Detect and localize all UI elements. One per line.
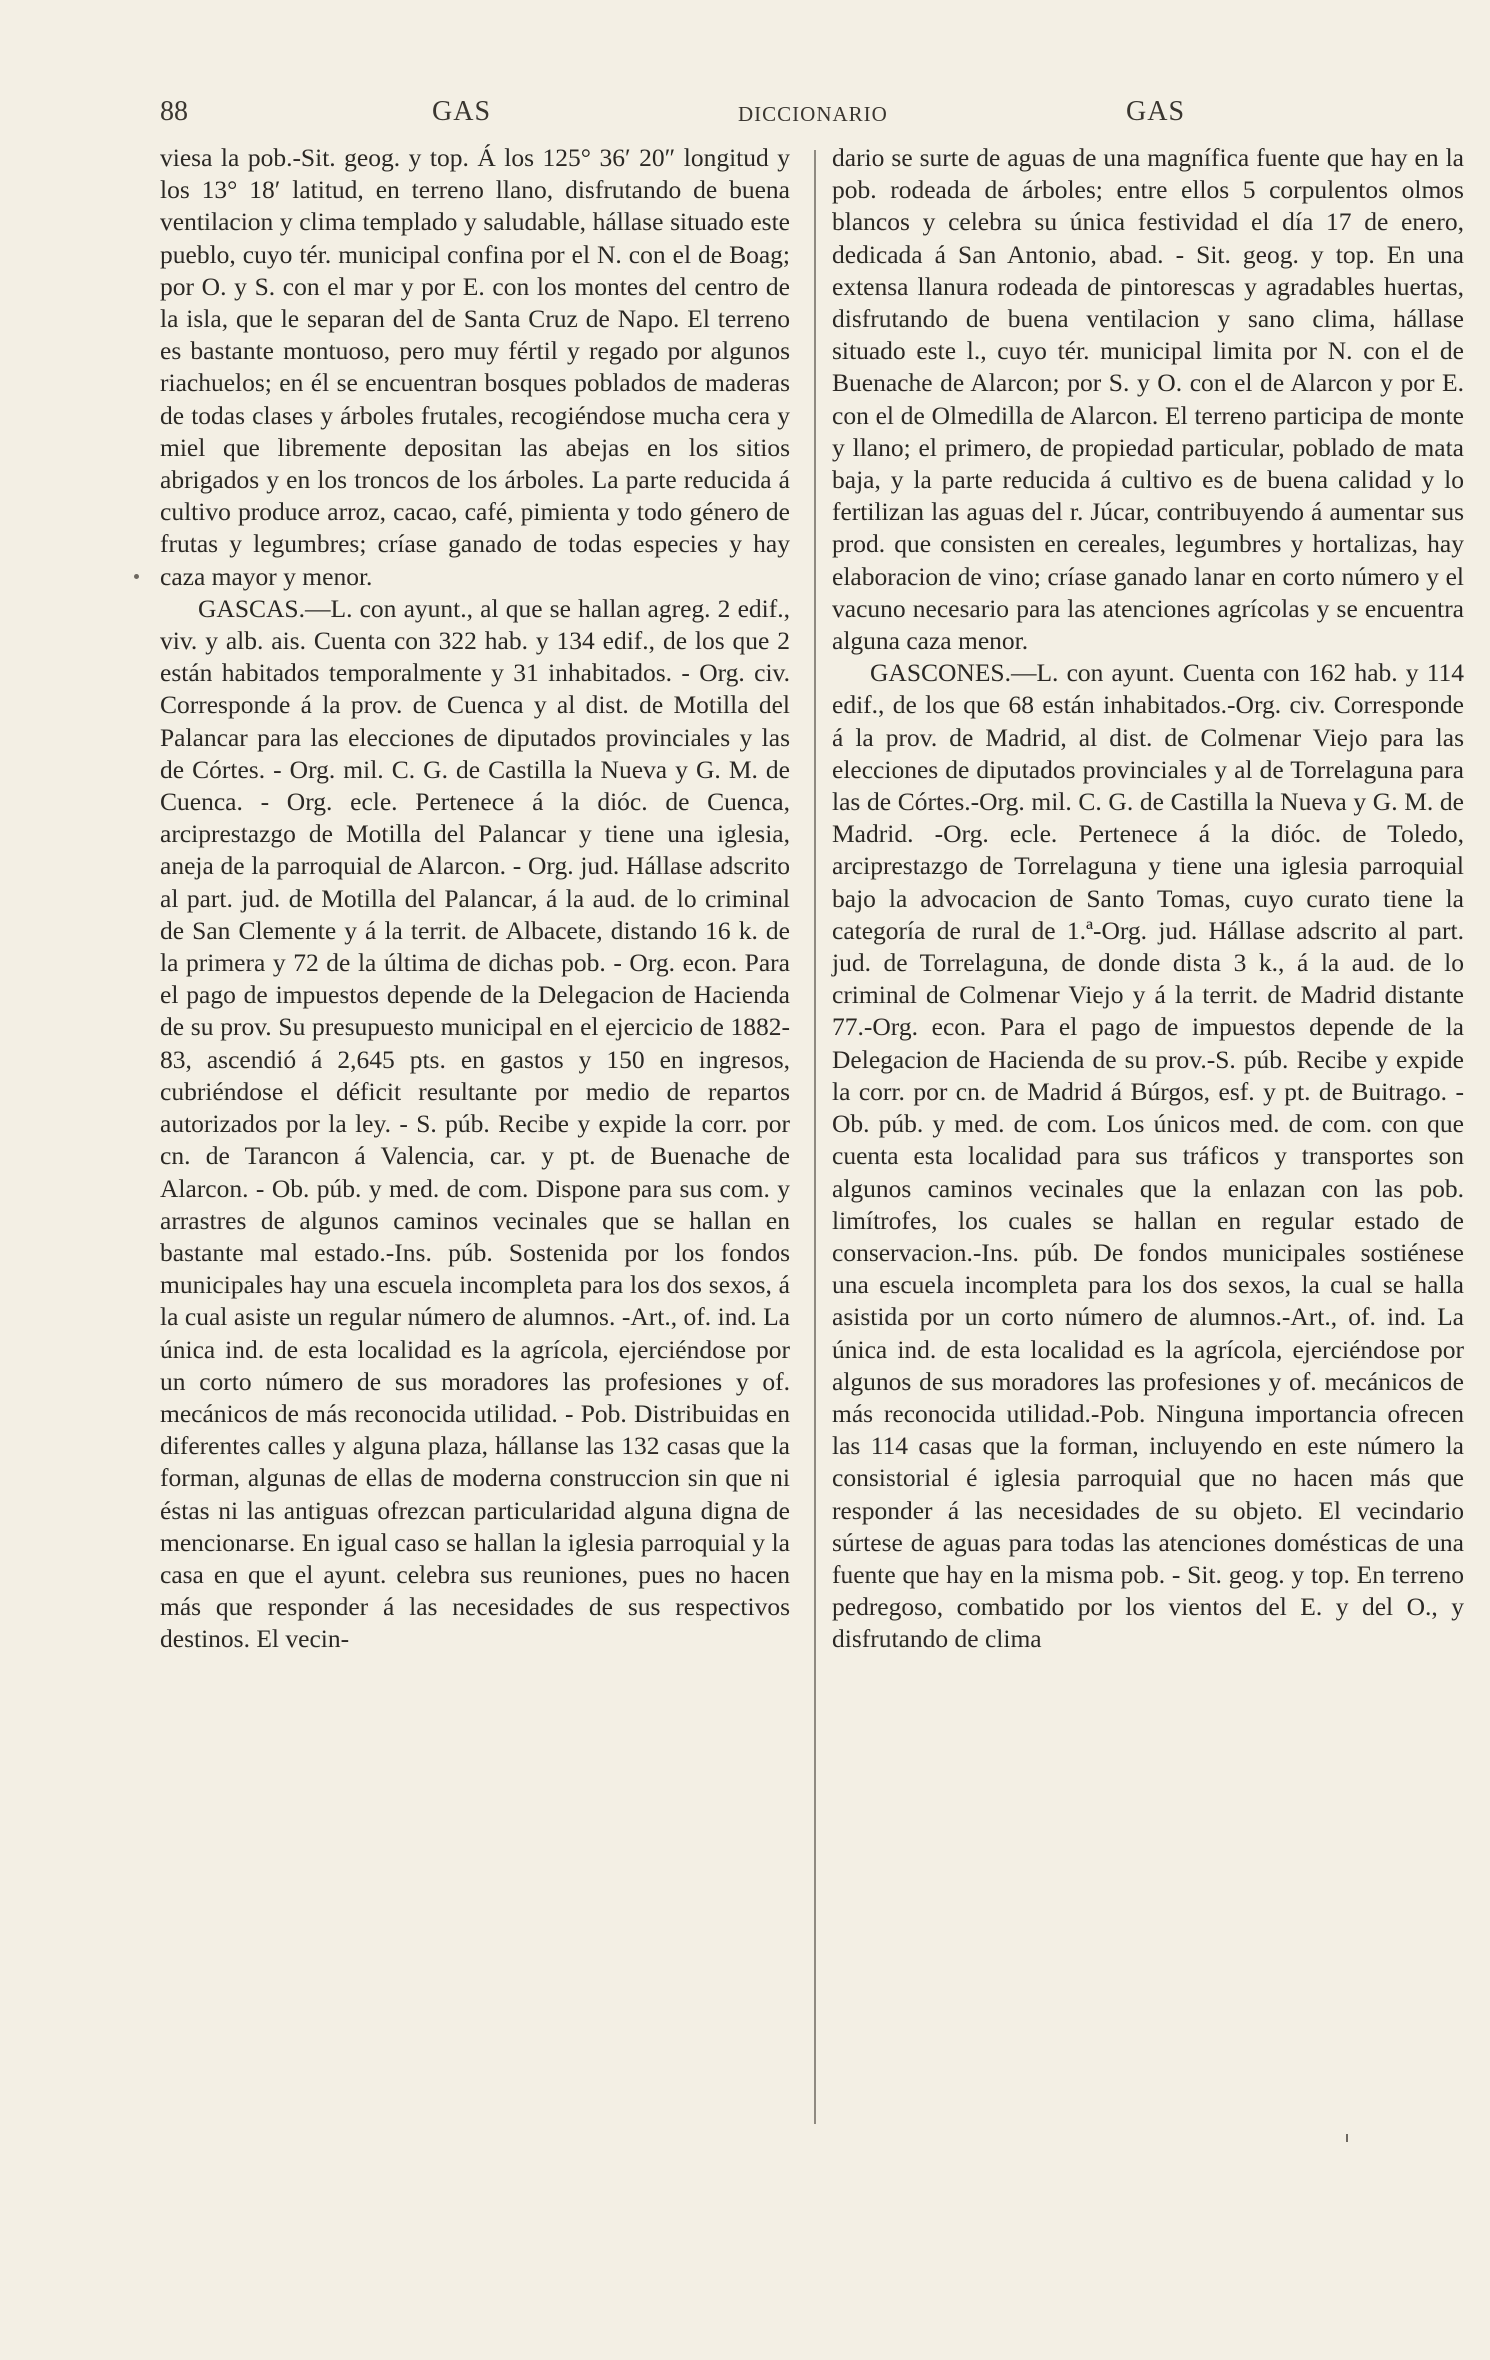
left-column xyxy=(160,142,790,1656)
page-number: 88 xyxy=(160,96,188,127)
headword-left: GAS xyxy=(432,96,492,127)
dictionary-title: DICCIONARIO xyxy=(738,102,888,126)
entry-gascas: GASCAS.—L. con ayunt., al que se hallan agreg. 2 edif., viv. y alb. ais. Cuenta con 322 hab. y 134 edif., de los que 2 están habitados temporalmente y 31 inhabitados. - Org. civ. Corresponde á la prov. de Cuenca y al dist. de Motilla del Palancar para las elecciones de diputados provinciales y las de Córtes. - Org. mil. C. G. de Castilla la Nueva y G. M. de Cuenca. - Org. ecle. Pertenece á la dióc. de Cuenca, arciprestazgo de Motilla del Palancar y tiene una iglesia, aneja de la parroquial de Alarcon. - Org. jud. Hállase adscrito al part. jud. de Motilla del Palancar, á la aud. de lo criminal de San Clemente y á la territ. de Albacete, distando 16 k. de la primera y 72 de la última de dichas pob. - Org. econ. Para el pago de impuestos depende de la Delegacion de Hacienda de su prov. Su presupuesto municipal en el ejercicio de 1882-83, ascendió á 2,645 pts. en gastos y 150 en ingresos, cubriéndose el déficit resultante por medio de repartos autorizados por la ley. - S. púb. Recibe y expide la corr. por cn. de Tarancon á Valencia, car. y pt. de Buenache de Alarcon. - Ob. púb. y med. de com. Dispone para sus com. y arrastres de algunos caminos vecinales que se hallan en bastante mal estado.-Ins. púb. Sostenida por los fondos municipales hay una escuela incompleta para los dos sexos, á la cual asiste un regular número de alumnos. -Art., of. ind. La única ind. de esta localidad es la agrícola, ejerciéndose por un corto número de sus moradores las profesiones y of. mecánicos de más reconocida utilidad. - Pob. Distribuidas en diferentes calles y alguna plaza, hállanse las 132 casas que la forman, algunas de ellas de moderna construccion sin que ni éstas ni las antiguas ofrezcan particularidad alguna digna de mencionarse. En igual caso se hallan la iglesia parroquial y la casa en que el ayunt. celebra sus reuniones, pues no hacen más que responder á las necesidades de sus respectivos destinos. El vecin- xyxy=(160,593,790,1654)
margin-speck xyxy=(134,574,139,579)
margin-mark xyxy=(1346,2134,1348,2142)
paragraph-continued-right: dario se surte de aguas de una magnífica fuente que hay en la pob. rodeada de árboles; entre ellos 5 corpulentos olmos blancos y celebra su única festividad el día 17 de enero, dedicada á San Antonio, abad. - Sit. geog. y top. En una extensa llanura rodeada de pintorescas y agradables huertas, disfrutando de buena ventilacion y sano clima, hállase situado este l., cuyo tér. municipal limita por N. con el de Buenache de Alarcon; por S. y O. con el de Alarcon y por E. con el de Olmedilla de Alarcon. El terreno participa de monte y llano; el primero, de propiedad particular, poblado de mata baja, y la parte reducida á cultivo es de buena calidad y lo fertilizan las aguas del r. Júcar, contribuyendo á aumentar sus prod. que consisten en cereales, legumbres y hortalizas, hay elaboracion de vino; críase ganado lanar en corto número y el vacuno necesario para las atenciones agrícolas y se encuentra alguna caza menor. xyxy=(832,143,1464,656)
right-column xyxy=(832,142,1464,1656)
running-head xyxy=(160,96,1204,136)
column-divider xyxy=(814,150,816,2124)
headword-right: GAS xyxy=(1126,96,1186,127)
paragraph-continued: viesa la pob.-Sit. geog. y top. Á los 125° 36′ 20″ longitud y los 13° 18′ latitud, en terreno llano, disfrutando de buena ventilacion y clima templado y saludable, hállase situado este pueblo, cuyo tér. municipal confina por el N. con el de Boag; por O. y S. con el mar y por E. con los montes del centro de la isla, que le separan del de Santa Cruz de Napo. El terreno es bastante montuoso, pero muy fértil y regado por algunos riachuelos; en él se encuentran bosques poblados de maderas de todas clases y árboles frutales, recogiéndose mucha cera y miel que libremente depositan las abejas en los sitios abrigados y en los troncos de los árboles. La parte reducida á cultivo produce arroz, cacao, café, pimienta y todo género de frutas y legumbres; críase ganado de todas especies y hay caza mayor y menor. xyxy=(160,143,790,591)
entry-gascones: GASCONES.—L. con ayunt. Cuenta con 162 hab. y 114 edif., de los que 68 están inhabitados.-Org. civ. Corresponde á la prov. de Madrid, al dist. de Colmenar Viejo para las elecciones de diputados provinciales y al de Torrelaguna para las de Córtes.-Org. mil. C. G. de Castilla la Nueva y G. M. de Madrid. -Org. ecle. Pertenece á la dióc. de Toledo, arciprestazgo de Torrelaguna y tiene una iglesia parroquial bajo la advocacion de Santo Tomas, cuyo curato tiene la categoría de rural de 1.ª-Org. jud. Hállase adscrito al part. jud. de Torrelaguna, de donde dista 3 k., á la aud. de lo criminal de Colmenar Viejo y á la territ. de Madrid distante 77.-Org. econ. Para el pago de impuestos depende de la Delegacion de Hacienda de su prov.-S. púb. Recibe y expide la corr. por cn. de Madrid á Búrgos, esf. y pt. de Buitrago. - Ob. púb. y med. de com. Los únicos med. de com. con que cuenta esta localidad para sus tráficos y transportes son algunos caminos vecinales que la enlazan con las pob. limítrofes, los cuales se hallan en regular estado de conservacion.-Ins. púb. De fondos municipales sostiénese una escuela incompleta para los dos sexos, la cual se halla asistida por un corto número de alumnos.-Art., of. ind. La única ind. de esta localidad es la agrícola, ejerciéndose por algunos de sus moradores las profesiones y of. mecánicos de más reconocida utilidad.-Pob. Ninguna importancia ofrecen las 114 casas que la forman, incluyendo en este número la consistorial é iglesia parroquial que no hacen más que responder á las necesidades de su objeto. El vecindario súrtese de aguas para todas las atenciones domésticas de una fuente que hay en la misma pob. - Sit. geog. y top. En terreno pedregoso, combatido por los vientos del E. y del O., y disfrutando de clima xyxy=(832,658,1464,1654)
